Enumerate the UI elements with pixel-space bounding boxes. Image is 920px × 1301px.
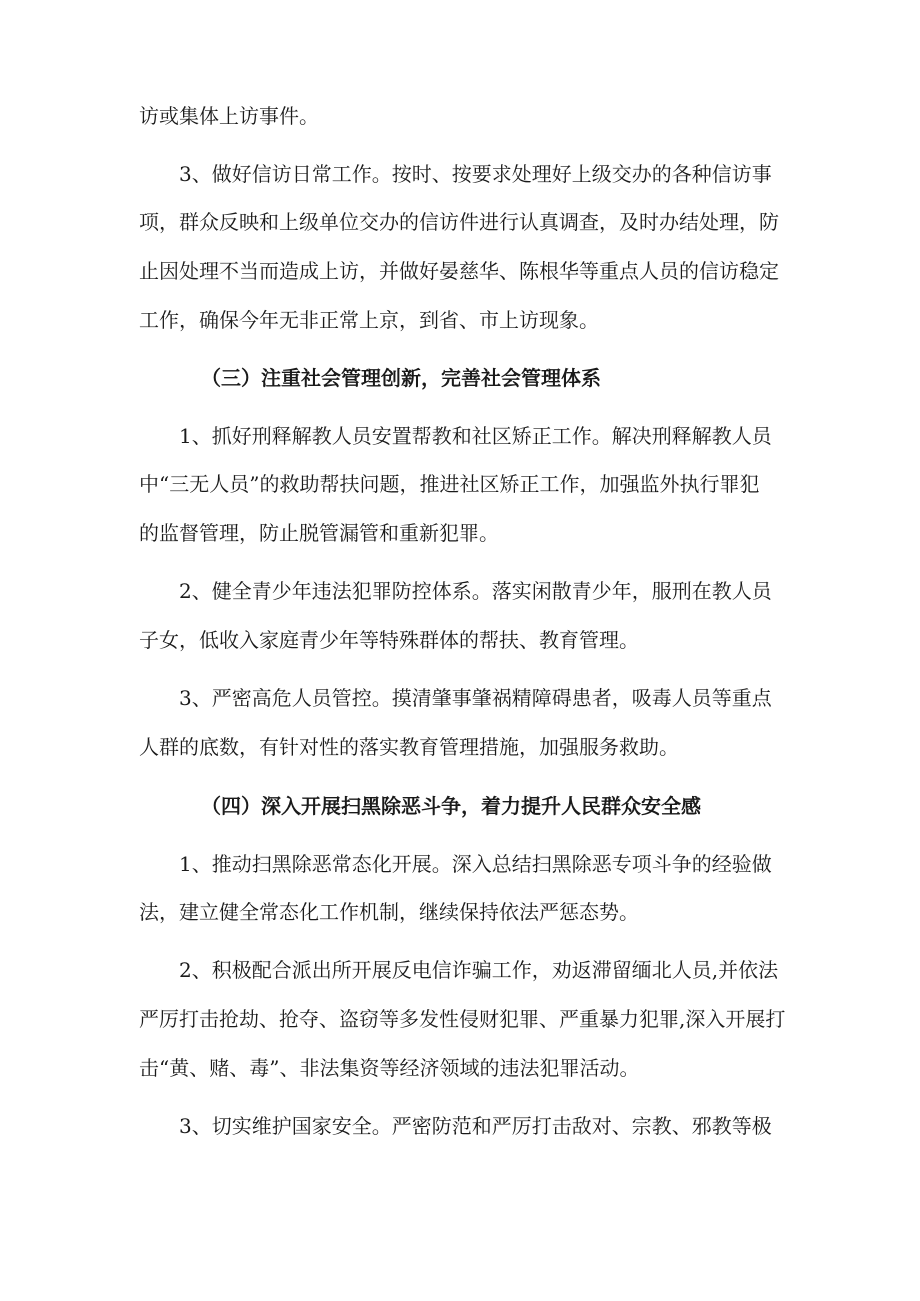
paragraph-line: 中“三无人员”的救助帮扶问题，推进社区矫正工作，加强监外执行罪犯 (139, 472, 760, 496)
section-heading: （三）注重社会管理创新，完善社会管理体系 (201, 366, 601, 390)
paragraph-line: 1、抓好刑释解教人员安置帮教和社区矫正工作。解决刑释解教人员 (179, 424, 772, 448)
paragraph-line: 2、积极配合派出所开展反电信诈骗工作，劝返滞留缅北人员,并依法 (179, 958, 779, 982)
paragraph-line: 3、切实维护国家安全。严密防范和严厉打击敌对、宗教、邪教等极 (179, 1114, 772, 1138)
paragraph-line: 3、做好信访日常工作。按时、按要求处理好上级交办的各种信访事 (179, 162, 772, 186)
paragraph-line: 访或集体上访事件。 (139, 104, 319, 128)
paragraph-line: 止因处理不当而造成上访，并做好晏慈华、陈根华等重点人员的信访稳定 (139, 259, 779, 283)
paragraph-line: 项，群众反映和上级单位交办的信访件进行认真调查，及时办结处理，防 (139, 210, 779, 234)
paragraph-line: 的监督管理，防止脱管漏管和重新犯罪。 (139, 521, 499, 545)
paragraph-line: 1、推动扫黑除恶常态化开展。深入总结扫黑除恶专项斗争的经验做 (179, 852, 772, 876)
paragraph-line: 人群的底数，有针对性的落实教育管理措施，加强服务救助。 (139, 735, 679, 759)
paragraph-line: 子女，低收入家庭青少年等特殊群体的帮扶、教育管理。 (139, 628, 639, 652)
paragraph-line: 击“黄、赌、毒”、非法集资等经济领域的违法犯罪活动。 (139, 1056, 640, 1080)
paragraph-line: 工作，确保今年无非正常上京，到省、市上访现象。 (139, 308, 599, 332)
paragraph-line: 严厉打击抢劫、抢夺、盗窃等多发性侵财犯罪、严重暴力犯罪,深入开展打 (139, 1007, 786, 1031)
section-heading: （四）深入开展扫黑除恶斗争，着力提升人民群众安全感 (201, 794, 701, 818)
paragraph-line: 2、健全青少年违法犯罪防控体系。落实闲散青少年，服刑在教人员 (179, 579, 772, 603)
paragraph-line: 3、严密高危人员管控。摸清肇事肇祸精障碍患者，吸毒人员等重点 (179, 686, 772, 710)
paragraph-line: 法，建立健全常态化工作机制，继续保持依法严惩态势。 (139, 900, 639, 924)
